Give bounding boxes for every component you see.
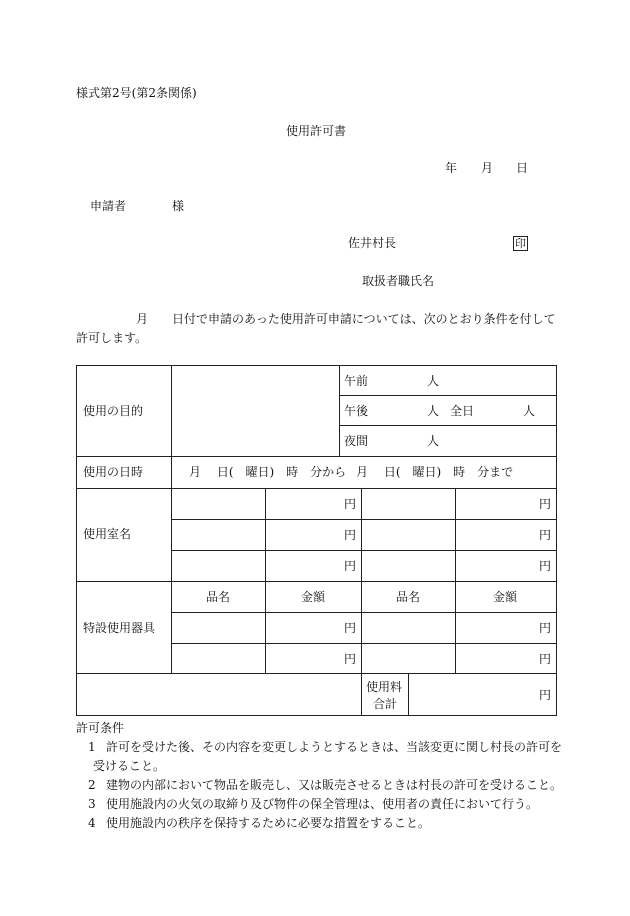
room-row3-yen-a: 円 <box>344 559 357 573</box>
item-name-header-a: 品名 <box>206 590 231 604</box>
afternoon-person-unit: 人 <box>427 404 440 418</box>
room-row2-yen-a: 円 <box>344 528 357 542</box>
body-text-line2: 許可します。 <box>76 331 148 345</box>
night-label: 夜間 <box>344 434 369 448</box>
issuer-name: 佐井村長 <box>348 236 397 250</box>
equip-row2-yen-b: 円 <box>539 652 552 666</box>
conditions-title: 許可条件 <box>76 721 125 735</box>
total-yen: 円 <box>539 688 552 702</box>
condition-2-number: 2 <box>88 778 96 792</box>
datetime-from: 月 日( 曜日) 時 分から <box>189 465 347 479</box>
total-label-line2: 合計 <box>373 697 398 711</box>
room-row1-yen-b: 円 <box>539 497 552 511</box>
condition-4-number: 4 <box>88 816 96 830</box>
seal-mark: 印 <box>515 237 526 250</box>
datetime-label: 使用の日時 <box>83 465 144 479</box>
room-row3-yen-b: 円 <box>539 559 552 573</box>
honorific-label: 様 <box>172 199 185 213</box>
equip-row1-yen-b: 円 <box>539 621 552 635</box>
body-text-line1: 日付で申請のあった使用許可申請については、次のとおり条件を付して <box>172 312 556 326</box>
form-number: 様式第2号(第2条関係) <box>76 86 197 100</box>
equip-row2-yen-a: 円 <box>344 652 357 666</box>
condition-1-text: 許可を受けた後、その内容を変更しようとするときは、当該変更に関し村長の許可を <box>106 740 563 754</box>
night-person-unit: 人 <box>427 434 440 448</box>
condition-3-number: 3 <box>88 797 96 811</box>
condition-1-number: 1 <box>88 740 96 754</box>
afternoon-label: 午後 <box>344 404 369 418</box>
date-day-label: 日 <box>516 161 529 175</box>
condition-2-text: 建物の内部において物品を販売し、又は販売させるときは村長の許可を受けること。 <box>106 778 563 792</box>
datetime-to: 月 日( 曜日) 時 分まで <box>356 465 514 479</box>
condition-4-text: 使用施設内の秩序を保持するために必要な措置をすること。 <box>106 816 431 830</box>
permit-table <box>76 365 557 716</box>
handler-label: 取扱者職氏名 <box>362 274 435 288</box>
morning-person-unit: 人 <box>427 374 440 388</box>
item-name-header-b: 品名 <box>396 590 421 604</box>
morning-label: 午前 <box>344 374 369 388</box>
full-day-label: 全日 <box>450 404 475 418</box>
room-label: 使用室名 <box>83 527 132 541</box>
date-month-label: 月 <box>481 161 494 175</box>
equip-row1-yen-a: 円 <box>344 621 357 635</box>
room-row1-yen-a: 円 <box>344 497 357 511</box>
document-title: 使用許可書 <box>286 124 347 138</box>
body-month: 月 <box>136 312 149 326</box>
room-row2-yen-b: 円 <box>539 528 552 542</box>
applicant-label: 申請者 <box>90 199 127 213</box>
condition-3-text: 使用施設内の火気の取締り及び物件の保全管理は、使用者の責任において行う。 <box>106 797 539 811</box>
total-label-line1: 使用料 <box>366 680 403 694</box>
date-year-label: 年 <box>445 161 458 175</box>
amount-header-a: 金額 <box>301 590 326 604</box>
purpose-label: 使用の目的 <box>83 404 144 418</box>
full-day-person-unit: 人 <box>523 404 536 418</box>
condition-1-continuation: 受けること。 <box>93 759 166 773</box>
equipment-label: 特設使用器具 <box>83 621 156 635</box>
amount-header-b: 金額 <box>493 590 518 604</box>
